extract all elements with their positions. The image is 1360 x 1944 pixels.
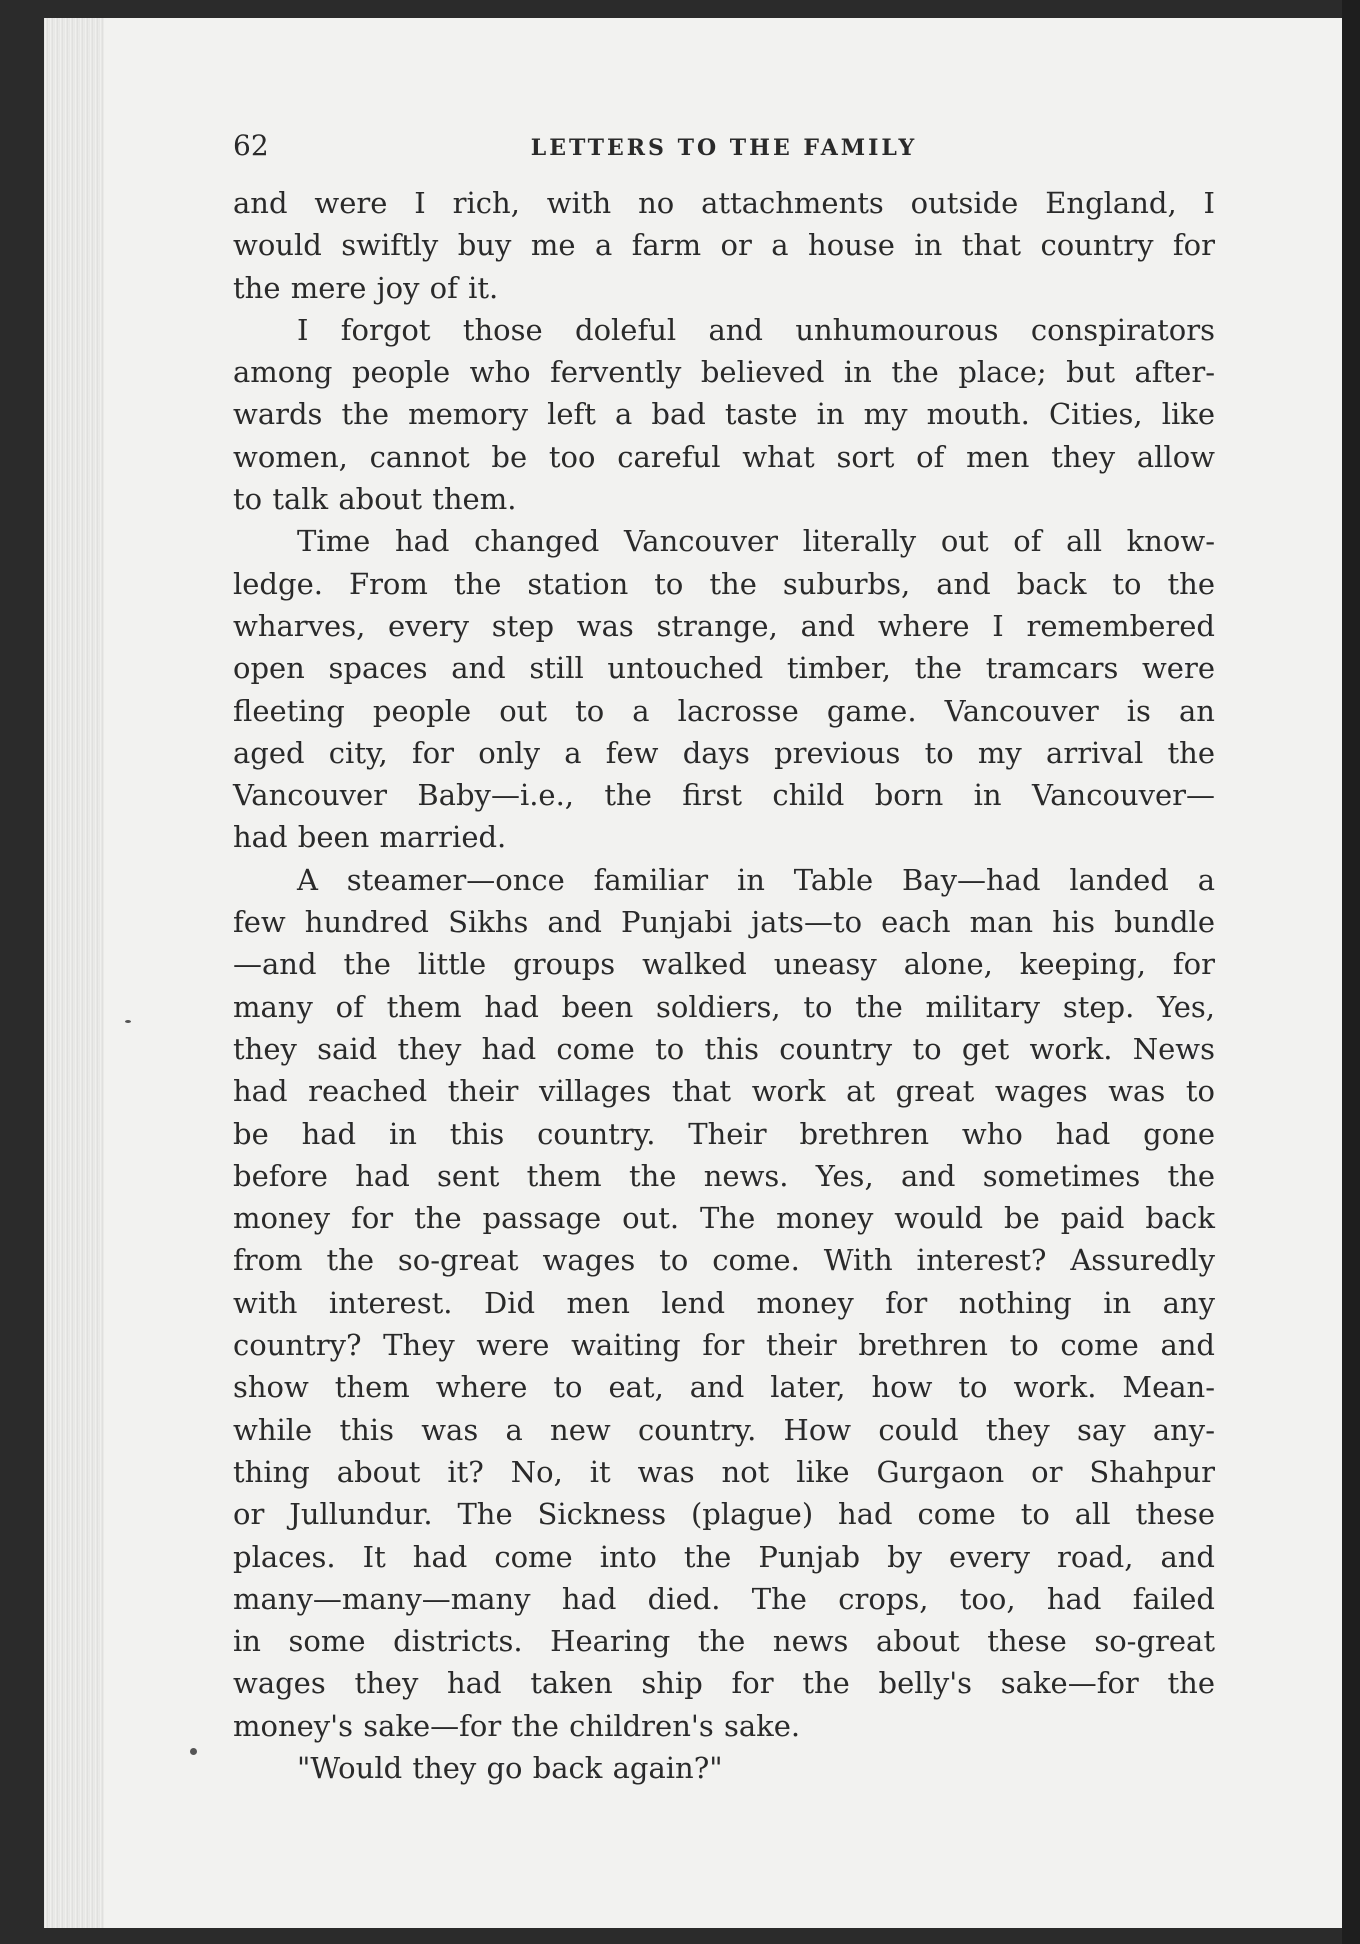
text-line: would swiftly buy me a farm or a house in that country for [233,228,1215,263]
running-head: LETTERS TO THE FAMILY [530,135,918,161]
text-line: Time had changed Vancouver literally out of all know- [297,524,1215,559]
text-line: from the so-great wages to come. With interest? Assuredly [233,1243,1215,1278]
text-line: while this was a new country. How could they say any- [233,1412,1215,1447]
text-line: show them where to eat, and later, how to work. Mean- [233,1370,1215,1405]
text-line: money for the passage out. The money would be paid back [233,1201,1215,1236]
text-line: fleeting people out to a lacrosse game. Vancouver is an [233,693,1215,728]
text-line: to talk about them. [233,482,517,517]
text-line: Vancouver Baby—i.e., the first child born in Vancouver— [233,778,1215,813]
text-line: country? They were waiting for their brethren to come and [233,1328,1215,1363]
binding-edge [1342,0,1360,1944]
text-line: few hundred Sikhs and Punjabi jats—to each man his bundle [233,905,1215,940]
text-line: before had sent them the news. Yes, and sometimes the [233,1158,1215,1193]
text-line: many—many—many had died. The crops, too, had failed [233,1581,1215,1616]
text-line: many of them had been soldiers, to the military step. Yes, [233,989,1215,1024]
text-line: A steamer—once familiar in Table Bay—had landed a [297,862,1215,897]
text-line: wards the memory left a bad taste in my mouth. Cities, like [233,397,1215,432]
text-line: aged city, for only a few days previous to my arrival the [233,735,1215,770]
text-line: be had in this country. Their brethren who had gone [233,1116,1215,1151]
text-line: ledge. From the station to the suburbs, and back to the [233,566,1215,601]
text-line: wharves, every step was strange, and where I remembered [233,608,1215,643]
text-line: they said they had come to this country to get work. News [233,1031,1215,1066]
stray-mark [125,1020,131,1023]
text-line: wages they had taken ship for the belly's sake—for the [233,1666,1215,1701]
page-number: 62 [233,129,269,162]
text-line: in some districts. Hearing the news about these so-great [233,1624,1215,1659]
text-line: I forgot those doleful and unhumourous conspirators [297,312,1215,347]
text-line: —and the little groups walked uneasy alone, keeping, for [233,947,1215,982]
text-line: with interest. Did men lend money for nothing in any [233,1285,1215,1320]
text-line: open spaces and still untouched timber, the tramcars were [233,651,1215,686]
text-line: had reached their villages that work at great wages was to [233,1074,1215,1109]
text-line: among people who fervently believed in the place; but after- [233,355,1215,390]
body-text [233,182,1215,1789]
text-line: or Jullundur. The Sickness (plague) had come to all these [233,1497,1215,1532]
text-line: had been married. [233,820,507,855]
text-line: places. It had come into the Punjab by every road, and [233,1539,1215,1574]
text-line: the mere joy of it. [233,270,499,305]
text-line: thing about it? No, it was not like Gurgaon or Shahpur [233,1454,1215,1489]
page-edge-stack [44,18,104,1928]
page-header [233,128,1215,182]
text-line: women, cannot be too careful what sort of men they allow [233,439,1215,474]
text-line: "Would they go back again?" [297,1750,723,1785]
text-line: money's sake—for the children's sake. [233,1708,801,1743]
text-line: and were I rich, with no attachments outside England, I [233,186,1215,220]
stray-dot [190,1748,197,1755]
page-text [233,128,1215,1789]
